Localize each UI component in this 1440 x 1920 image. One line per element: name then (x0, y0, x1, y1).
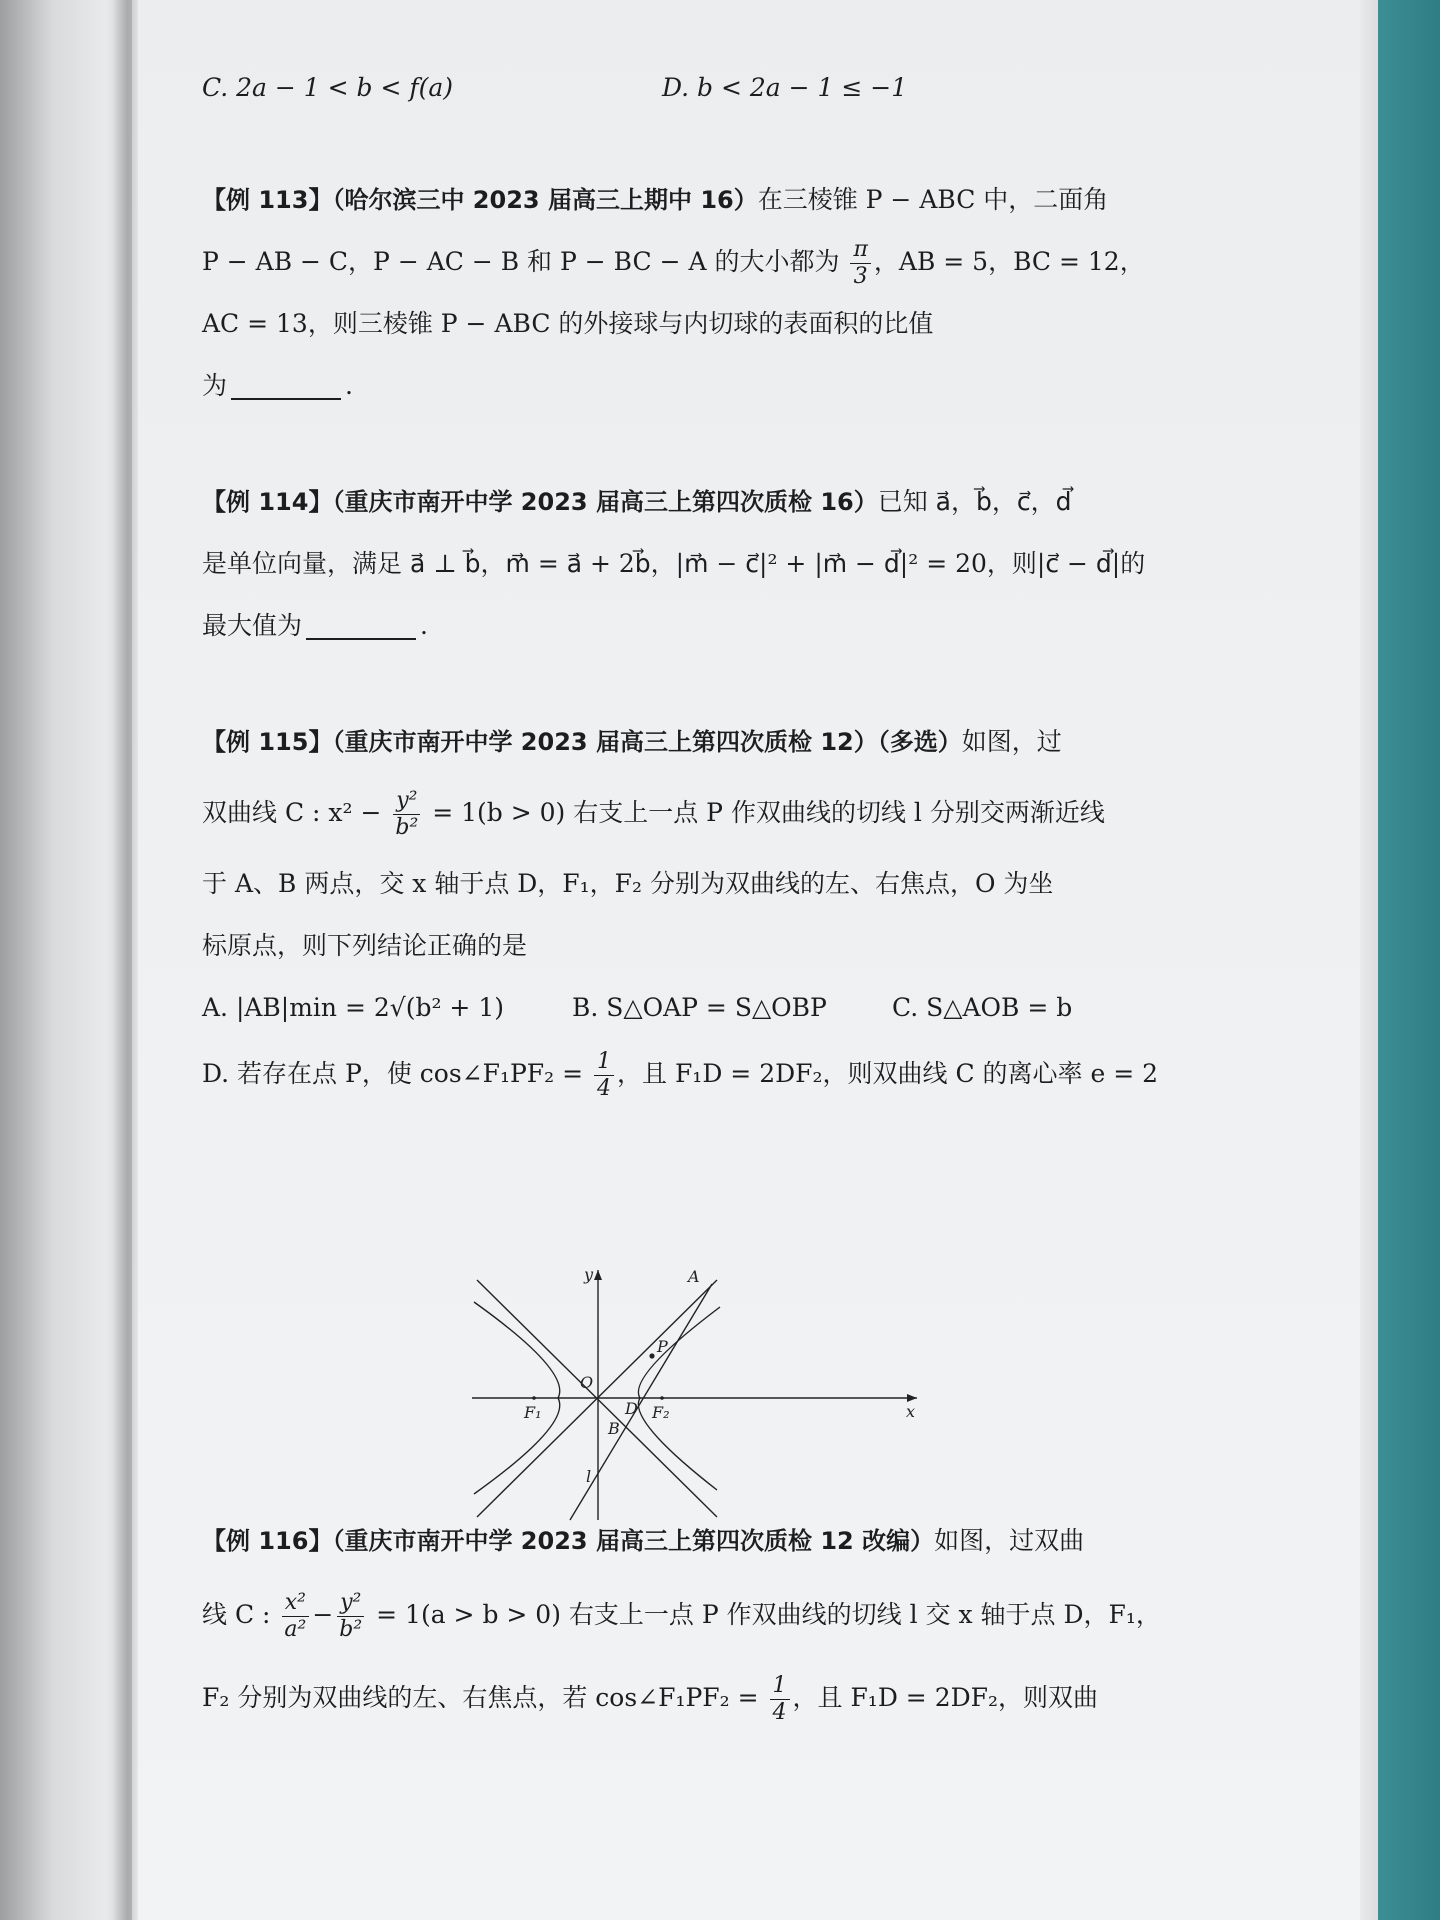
fraction (392, 790, 421, 839)
fraction-numerator: y² (337, 1592, 364, 1617)
y-axis-arrow (594, 1270, 602, 1280)
x-axis-arrow (907, 1394, 917, 1402)
problem-116 (202, 1510, 1262, 1738)
label-f2: F₂ (652, 1403, 670, 1422)
hyperbola-figure (462, 1262, 922, 1524)
problem-source: （哈尔滨三中 2023 届高三上期中 16） (332, 186, 758, 214)
option-d: D. 若存在点 P，使 cos∠F₁PF₂ = (202, 1059, 584, 1088)
fraction (281, 1592, 309, 1641)
book-cover-edge (1378, 0, 1440, 1920)
problem-source: （重庆市南开中学 2023 届高三上第四次质检 12 改编） (332, 1527, 935, 1555)
option-d-rest: ，且 F₁D = 2DF₂，则双曲线 C 的离心率 e = 2 (617, 1059, 1159, 1088)
fraction (850, 239, 870, 288)
problem-text: . (345, 371, 353, 400)
fraction-denominator: a² (284, 1617, 307, 1642)
label-p: P (657, 1337, 668, 1356)
problem-text: 如图，过双曲 (934, 1526, 1085, 1555)
problem-114 (202, 471, 1262, 657)
answer-blank[interactable] (306, 616, 416, 640)
problem-text: P − AB − C，P − AC − B 和 P − BC − A 的大小都为 (202, 247, 840, 276)
problem-source: （重庆市南开中学 2023 届高三上第四次质检 12）（多选） (332, 728, 962, 756)
fraction-denominator: 3 (853, 264, 868, 289)
problem-113 (202, 169, 1262, 417)
label-b: B (608, 1419, 620, 1438)
page-gutter-shadow (112, 0, 138, 1920)
label-o: O (580, 1373, 594, 1392)
problem-tag: 【例 116】 (202, 1527, 333, 1555)
problem-text: F₂ 分别为双曲线的左、右焦点，若 cos∠F₁PF₂ = (202, 1683, 759, 1712)
book-page (132, 0, 1368, 1920)
fraction (594, 1051, 614, 1100)
fraction-numerator: 1 (594, 1051, 614, 1076)
problem-tag: 【例 115】 (202, 728, 333, 756)
option-c: C. S△AOB = b (892, 993, 1073, 1022)
problem-text: 如图，过 (961, 727, 1062, 756)
option-c: C. 2a − 1 < b < f(a) (202, 73, 454, 102)
problem-text: = 1(b > 0) 右支上一点 P 作双曲线的切线 l 分别交两渐近线 (432, 798, 1105, 827)
problem-tag: 【例 113】 (202, 186, 333, 214)
problem-text: 标原点，则下列结论正确的是 (202, 931, 528, 960)
fraction-numerator: π (850, 239, 870, 264)
problem-text: − (312, 1600, 334, 1629)
problem-source: （重庆市南开中学 2023 届高三上第四次质检 16） (332, 488, 878, 516)
fraction (770, 1675, 790, 1724)
problem-text: 于 A、B 两点，交 x 轴于点 D，F₁，F₂ 分别为双曲线的左、右焦点，O 为坐 (202, 869, 1054, 898)
fraction-numerator: y² (393, 790, 420, 815)
problem-tag: 【例 114】 (202, 488, 333, 516)
label-x: x (906, 1402, 916, 1421)
fraction-denominator: 4 (597, 1076, 611, 1101)
problem-text: ，AB = 5，BC = 12， (873, 247, 1145, 276)
label-a: A (688, 1267, 700, 1286)
focus-f2 (660, 1396, 664, 1400)
focus-f1 (532, 1396, 536, 1400)
fraction-denominator: b² (339, 1617, 363, 1642)
fraction-denominator: 4 (772, 1700, 787, 1725)
fraction (336, 1592, 365, 1641)
previous-options (202, 70, 1262, 105)
problem-text: 在三棱锥 P − ABC 中，二面角 (757, 185, 1109, 214)
point-p (649, 1353, 654, 1358)
problem-text: 是单位向量，满足 a⃗ ⊥ b⃗，m⃗ = a⃗ + 2b⃗，|m⃗ − c⃗|² + |m⃗ − d⃗|² = 20，则|c⃗ − d⃗|的 (202, 549, 1146, 578)
fraction-denominator: b² (395, 815, 419, 840)
problem-text: . (420, 611, 428, 640)
option-a: A. |AB|min = 2√(b² + 1) (202, 993, 504, 1022)
label-f1: F₁ (524, 1403, 542, 1422)
problem-text: ，且 F₁D = 2DF₂，则双曲 (792, 1683, 1099, 1712)
problem-115 (202, 711, 1262, 1109)
option-b: B. S△OAP = S△OBP (572, 993, 827, 1022)
problem-text: 双曲线 C : x² − (202, 798, 382, 827)
problem-text: 为 (202, 371, 228, 400)
problem-text: 最大值为 (202, 611, 303, 640)
fraction-numerator: 1 (770, 1675, 790, 1700)
label-y: y (584, 1265, 594, 1284)
option-d: D. b < 2a − 1 ≤ −1 (662, 73, 908, 102)
problem-text: AC = 13，则三棱锥 P − ABC 的外接球与内切球的表面积的比值 (202, 309, 934, 338)
problem-text: 已知 a⃗，b⃗，c⃗，d⃗ (877, 487, 1072, 516)
answer-blank[interactable] (231, 376, 341, 400)
page-content (202, 60, 1262, 1109)
hyperbola-diagram (462, 1262, 922, 1524)
label-d: D (625, 1399, 638, 1418)
tangent-line-l (570, 1284, 712, 1520)
problem-text: = 1(a > b > 0) 右支上一点 P 作双曲线的切线 l 交 x 轴于点 D，F₁， (376, 1600, 1161, 1629)
label-l: l (586, 1467, 592, 1486)
problem-text: 线 C : (202, 1600, 271, 1629)
fraction-numerator: x² (282, 1592, 309, 1617)
